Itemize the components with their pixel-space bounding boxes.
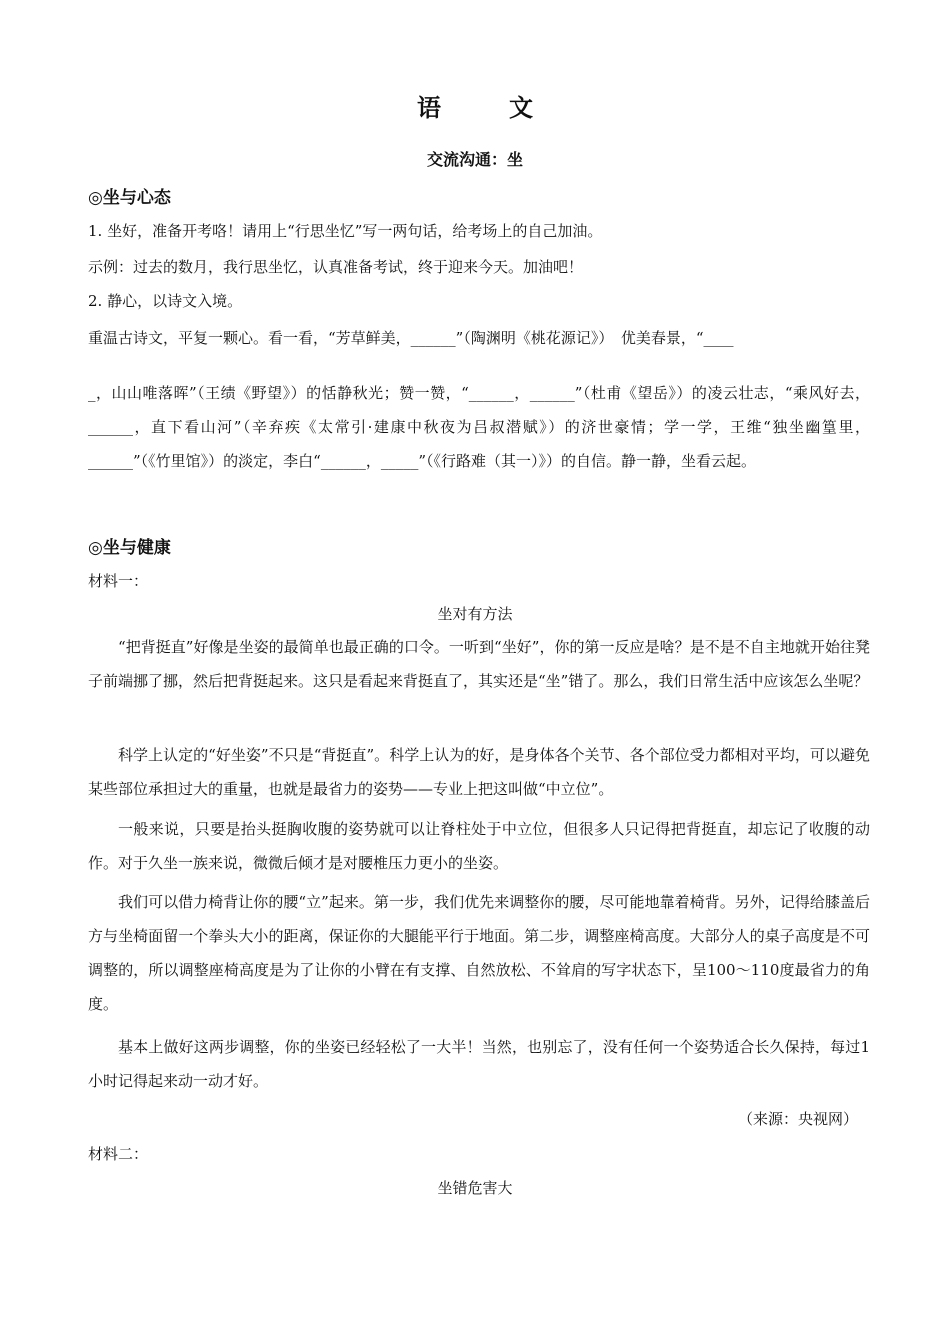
question-1: 1. 坐好，准备开考咯！请用上“行思坐忆”写一两句话，给考场上的自己加油。 xyxy=(88,222,603,240)
section-heading-mindset: ◎坐与心态 xyxy=(88,188,171,208)
page-subtitle: 交流沟通：坐 xyxy=(426,150,523,169)
example-answer: 示例：过去的数月，我行思坐忆，认真准备考试，终于迎来今天。加油吧！ xyxy=(88,258,584,276)
page-title: 语 文 xyxy=(417,93,555,122)
article-1-source: （来源：央视网） xyxy=(737,1110,858,1128)
question-2-continued: _，山山唯落晖”（王绩《野望》）的恬静秋光；赞一赞，“______，______”（杜甫《望岳》）的凌云壮志，“乘风好去，______，直下看山河”（辛弃疾《太常引·建康中秋夜为吕叔潜赋》）的济世豪情；学一学，王维“独坐幽篁里，______”（《竹里馆》）的淡定，李白“______，_____”（《行路难（其一）》）的自信。静一静，坐看云起。 xyxy=(88,384,870,470)
article-1-paragraph: “把背挺直”好像是坐姿的最简单也最正确的口令。一听到“坐好”，你的第一反应是啥？是不是不自主地就开始往凳子前端挪了挪，然后把背挺起来。这只是看起来背挺直了，其实还是“坐”错了。那么，我们日常生活中应该怎么坐呢？ xyxy=(88,638,870,690)
article-1-paragraph: 一般来说，只要是抬头挺胸收腹的姿势就可以让脊柱处于中立位，但很多人只记得把背挺直，却忘记了收腹的动作。对于久坐一族来说，微微后倾才是对腰椎压力更小的坐姿。 xyxy=(88,820,870,872)
article-2-title: 坐错危害大 xyxy=(437,1179,513,1197)
article-1-paragraph: 基本上做好这两步调整，你的坐姿已经轻松了一大半！当然，也别忘了，没有任何一个姿势适合长久保持，每过1小时记得起来动一动才好。 xyxy=(88,1038,870,1090)
article-1-paragraph: 科学上认定的“好坐姿”不只是“背挺直”。科学上认为的好，是身体各个关节、各个部位受力都相对平均，可以避免某些部位承担过大的重量，也就是最省力的姿势——专业上把这叫做“中立位”。 xyxy=(88,746,870,798)
article-1-paragraph: 我们可以借力椅背让你的腰“立”起来。第一步，我们优先来调整你的腰，尽可能地靠着椅背。另外，记得给膝盖后方与坐椅面留一个拳头大小的距离，保证你的大腿能平行于地面。第二步，调整座椅高度。大部分人的桌子高度是不可调整的，所以调整座椅高度是为了让你的小臂在有支撑、自然放松、不耸肩的写字状态下，呈100～110度最省力的角度。 xyxy=(88,893,870,1013)
material-2-label: 材料二： xyxy=(88,1145,149,1163)
section-heading-health: ◎坐与健康 xyxy=(88,538,171,558)
material-1-label: 材料一： xyxy=(88,572,149,590)
question-2: 2. 静心，以诗文入境。 xyxy=(88,292,243,310)
article-1-title: 坐对有方法 xyxy=(437,605,513,623)
question-2-line-1: 重温古诗文，平复一颗心。看一看，“芳草鲜美，______”（陶渊明《桃花源记》） 优美春景，“____ xyxy=(88,329,734,347)
